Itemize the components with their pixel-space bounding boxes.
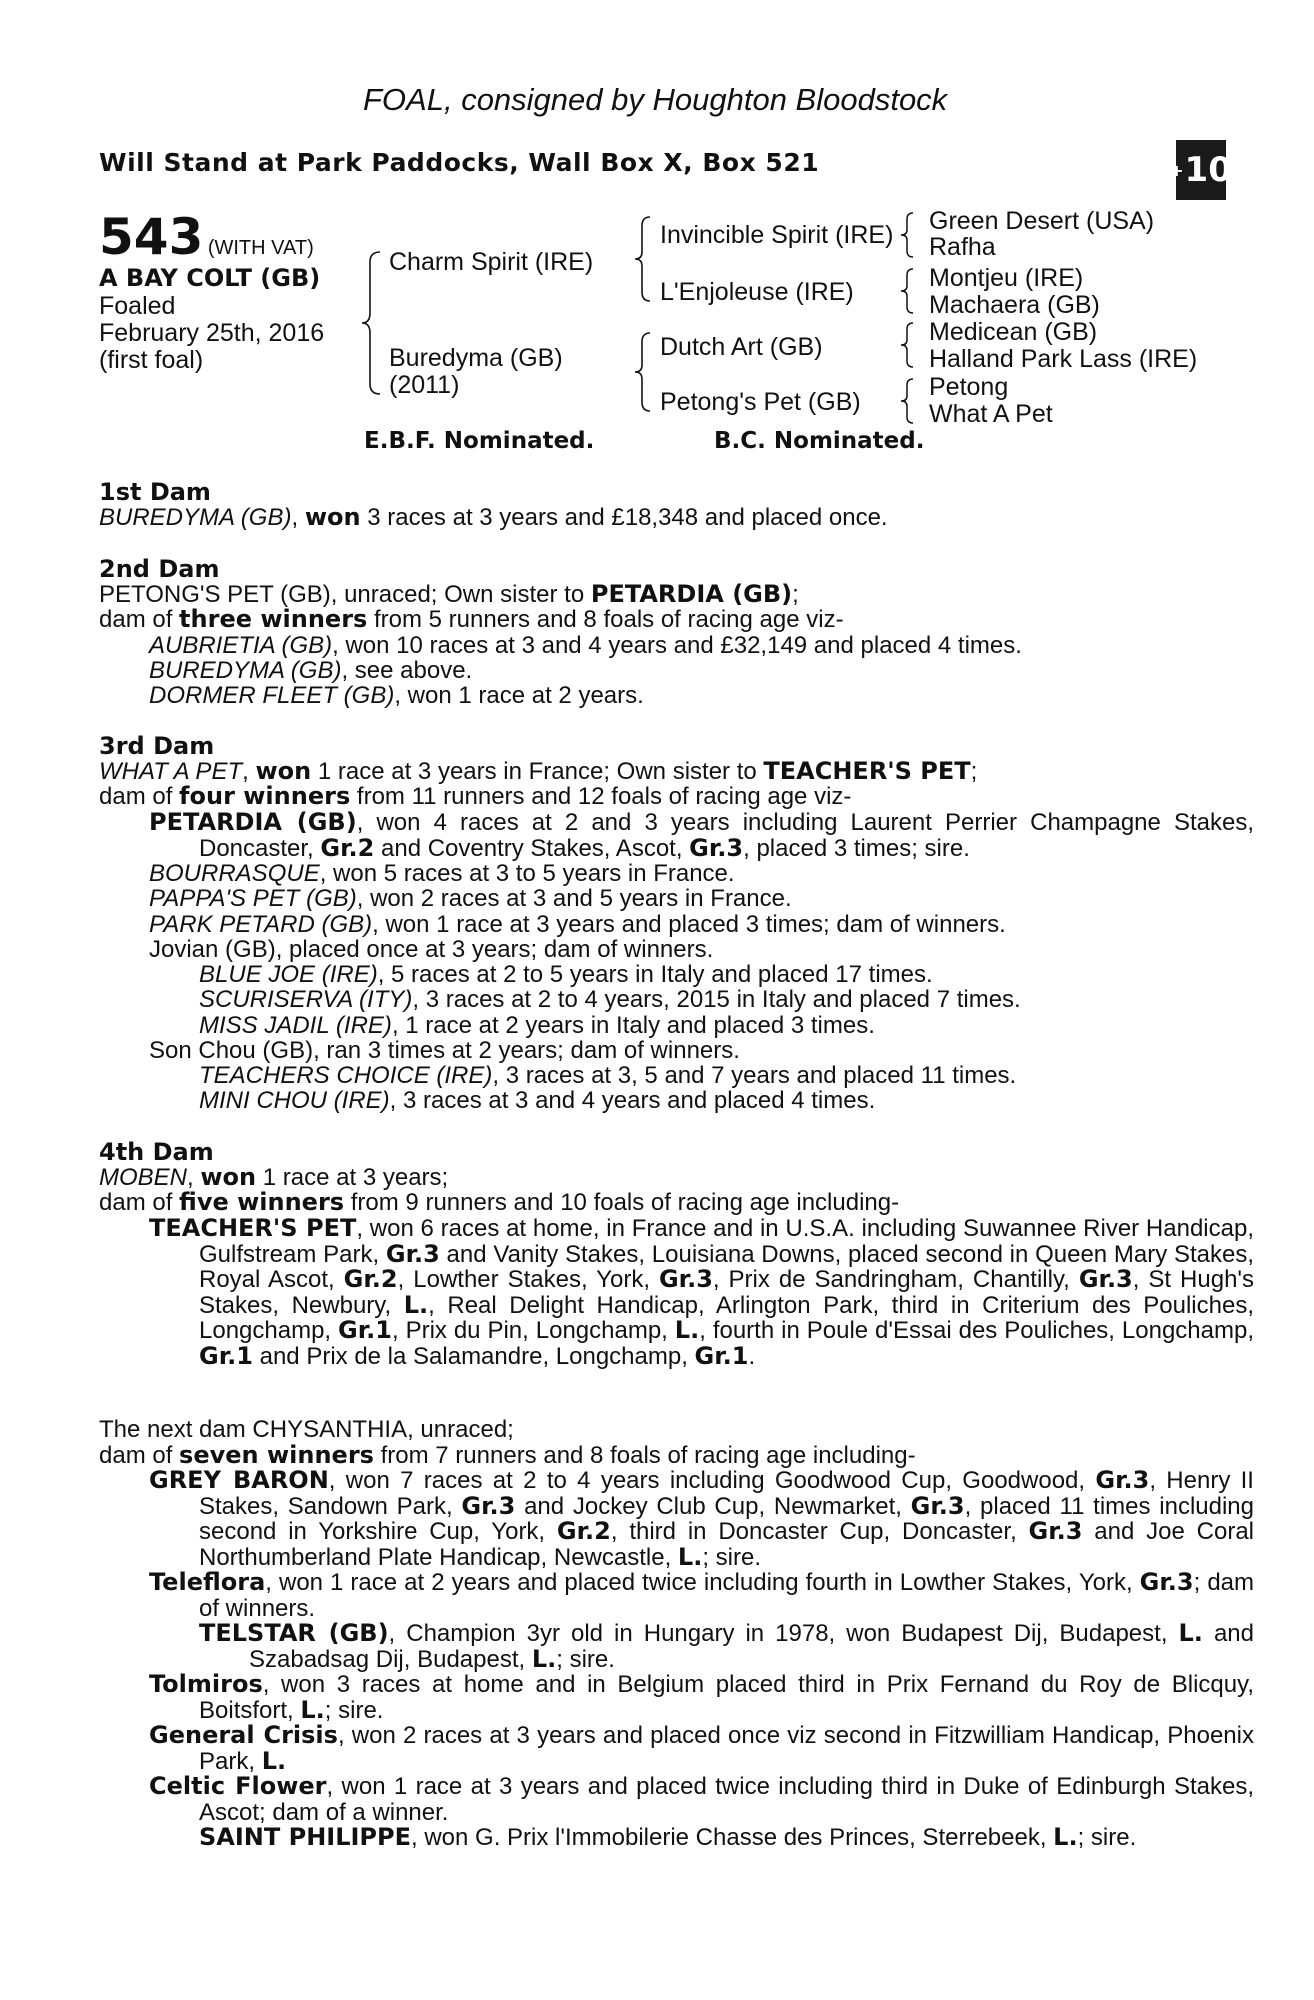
race-record: , 1 race at 2 years in Italy and placed 3 times. bbox=[391, 1012, 875, 1039]
pedigree-brace-sire bbox=[632, 214, 656, 304]
pedigree-brace-dam bbox=[632, 330, 656, 414]
sd-sire: Montjeu (IRE) bbox=[929, 264, 1084, 292]
text: from 7 runners and 8 foals of racing age including- bbox=[373, 1442, 916, 1469]
grade: L. bbox=[403, 1290, 429, 1319]
text: , third in Doncaster Cup, Doncaster, bbox=[610, 1518, 1029, 1545]
race-record: , won 2 races at 3 and 5 years in France. bbox=[356, 885, 792, 912]
text: ; sire. bbox=[556, 1645, 615, 1673]
race-record: , see above. bbox=[341, 657, 473, 684]
text: dam of bbox=[99, 1442, 180, 1469]
progeny-mini-chou bbox=[199, 1088, 875, 1114]
grade: L. bbox=[1053, 1823, 1078, 1851]
text: , Lowther Stakes, York, bbox=[397, 1266, 659, 1293]
dam-desc: PETONG'S PET (GB), unraced; Own sister to bbox=[99, 581, 591, 608]
text: , won G. Prix l'Immobilerie Chasse des Princes, Sterrebeek, bbox=[411, 1824, 1054, 1851]
horse-name: WHAT A PET bbox=[99, 758, 243, 785]
ss-sire: Green Desert (USA) bbox=[929, 207, 1155, 235]
horse-name: BOURRASQUE bbox=[149, 860, 320, 887]
won-label: won bbox=[304, 503, 361, 531]
horse-name: SAINT PHILIPPE bbox=[199, 1823, 412, 1851]
pedigree-brace-dd bbox=[898, 376, 918, 426]
race-record: 3 races at 3 years and £18,348 and placed once. bbox=[360, 504, 888, 531]
text: dam of bbox=[99, 783, 180, 810]
text: , placed 3 times; sire. bbox=[743, 834, 970, 862]
text: and Jockey Club Cup, Newmarket, bbox=[515, 1492, 911, 1520]
stand-location: Will Stand at Park Paddocks, Wall Box X, Box 521 bbox=[99, 148, 820, 177]
grade: Gr.3 bbox=[658, 1265, 713, 1293]
lot-name: A BAY COLT (GB) bbox=[99, 264, 321, 292]
horse-name: TEACHER'S PET bbox=[149, 1214, 357, 1242]
text: and Prix de la Salamandre, Longchamp, bbox=[252, 1342, 695, 1370]
punct: , bbox=[187, 1164, 201, 1191]
sd-dam: Machaera (GB) bbox=[929, 291, 1100, 319]
page-title: FOAL, consigned by Houghton Bloodstock bbox=[363, 82, 948, 117]
pedigree-brace-sd bbox=[898, 266, 918, 316]
third-dam-line2 bbox=[99, 784, 851, 810]
grade: Gr.3 bbox=[689, 833, 744, 862]
sire: Charm Spirit (IRE) bbox=[389, 248, 594, 276]
horse-name: AUBRIETIA (GB) bbox=[149, 632, 333, 659]
next-dam-line2 bbox=[99, 1443, 916, 1469]
progeny-scuriserva bbox=[199, 987, 1021, 1013]
text: , St Hugh's Stakes, Newbury, bbox=[199, 1266, 1255, 1319]
race-record: , 3 races at 3, 5 and 7 years and placed 11 times. bbox=[492, 1062, 1017, 1089]
grade: L. bbox=[531, 1644, 557, 1673]
horse-name: TEACHERS CHOICE (IRE) bbox=[199, 1062, 493, 1089]
race-record: , 5 races at 2 to 5 years in Italy and placed 17 times. bbox=[377, 961, 933, 988]
text: ; dam of winners. bbox=[199, 1569, 1255, 1622]
grade: Gr.3 bbox=[1028, 1517, 1083, 1545]
grade: L. bbox=[677, 1542, 703, 1571]
progeny-grey-baron bbox=[149, 1468, 1254, 1570]
dam-sire: Dutch Art (GB) bbox=[660, 333, 823, 361]
horse-name: SCURISERVA (ITY) bbox=[199, 986, 413, 1013]
text: 1 race at 3 years; bbox=[256, 1164, 449, 1191]
text: , won 1 race at 3 years and placed twice including third in Duke of Edinburgh Stakes, Ascot; dam of a winner. bbox=[199, 1773, 1254, 1826]
fourth-dam-line1 bbox=[99, 1165, 448, 1191]
winners-count: three winners bbox=[179, 605, 368, 633]
progeny-buredyma bbox=[149, 658, 472, 684]
first-dam-heading: 1st Dam bbox=[99, 478, 211, 506]
text: dam of bbox=[99, 606, 180, 633]
sister-name: PETARDIA (GB) bbox=[590, 580, 793, 608]
text: and Szabadsag Dij, Budapest, bbox=[249, 1620, 1254, 1673]
progeny-saint-philippe bbox=[199, 1825, 1136, 1851]
text: from 11 runners and 12 foals of racing age viz- bbox=[350, 783, 852, 810]
progeny-tolmiros bbox=[149, 1672, 1254, 1723]
dam-name: Buredyma (GB) bbox=[389, 344, 563, 372]
text: from 5 runners and 8 foals of racing age viz- bbox=[367, 606, 844, 633]
won-label: won bbox=[255, 757, 312, 785]
grade: L. bbox=[1178, 1619, 1203, 1647]
dd-dam: What A Pet bbox=[929, 400, 1053, 428]
grade: L. bbox=[674, 1316, 700, 1344]
ss-dam: Rafha bbox=[929, 233, 996, 261]
ds-sire: Medicean (GB) bbox=[929, 318, 1098, 346]
progeny-miss-jadil bbox=[199, 1013, 875, 1039]
race-record: , won 5 races at 3 to 5 years in France. bbox=[319, 860, 735, 887]
progeny-blue-joe bbox=[199, 962, 933, 988]
foaled-date: February 25th, 2016 bbox=[99, 319, 325, 347]
lot-number-row bbox=[99, 208, 314, 266]
progeny-petardia bbox=[149, 810, 1254, 861]
third-dam-heading: 3rd Dam bbox=[99, 732, 215, 760]
progeny-pappas-pet bbox=[149, 886, 792, 912]
horse-name: BLUE JOE (IRE) bbox=[199, 961, 378, 988]
horse-name: MINI CHOU (IRE) bbox=[199, 1087, 390, 1114]
winners-count: five winners bbox=[179, 1188, 345, 1216]
horse-name: General Crisis bbox=[149, 1721, 338, 1749]
winners-count: four winners bbox=[179, 782, 351, 810]
horse-name: MOBEN bbox=[99, 1164, 188, 1191]
text: dam of bbox=[99, 1189, 180, 1216]
second-dam-heading: 2nd Dam bbox=[99, 555, 220, 583]
third-dam-line1 bbox=[99, 759, 977, 785]
dd-sire: Petong bbox=[929, 373, 1009, 401]
text: 1 race at 3 years in France; Own sister to bbox=[311, 758, 764, 785]
text: ; sire. bbox=[1077, 1824, 1137, 1851]
horse-name: BUREDYMA (GB) bbox=[99, 504, 292, 531]
race-record: , won 1 race at 3 years and placed 3 times; dam of winners. bbox=[372, 911, 1006, 938]
badge-number: 10 bbox=[1184, 150, 1232, 190]
text: from 9 runners and 10 foals of racing age including- bbox=[344, 1189, 900, 1216]
dam-dam: Petong's Pet (GB) bbox=[660, 388, 861, 416]
text: , won 2 races at 3 years and placed once viz second in Fitzwilliam Handicap, Phoenix Park, bbox=[199, 1722, 1254, 1775]
vat-note: (WITH VAT) bbox=[207, 237, 314, 259]
text: . bbox=[748, 1342, 756, 1370]
horse-name: PARK PETARD (GB) bbox=[149, 911, 373, 938]
dam-year: (2011) bbox=[389, 371, 460, 399]
horse-name: BUREDYMA (GB) bbox=[149, 657, 342, 684]
fourth-dam-line2 bbox=[99, 1190, 899, 1216]
grade: Gr.3 bbox=[910, 1491, 965, 1520]
progeny-teleflora bbox=[149, 1570, 1254, 1621]
bc-nominated: B.C. Nominated. bbox=[714, 428, 925, 454]
grade: Gr.2 bbox=[343, 1265, 398, 1293]
sister-name: TEACHER'S PET bbox=[763, 757, 971, 785]
grade: Gr.3 bbox=[385, 1239, 440, 1268]
text: , placed 11 times including second in Yorkshire Cup, York, bbox=[199, 1492, 1254, 1545]
ebf-nominated: E.B.F. Nominated. bbox=[364, 428, 595, 454]
text: , fourth in Poule d'Essai des Pouliches, Longchamp, bbox=[699, 1317, 1255, 1344]
text: , won 1 race at 2 years and placed twice including fourth in Lowther Stakes, York, bbox=[265, 1569, 1140, 1596]
text: and Coventry Stakes, Ascot, bbox=[374, 834, 690, 862]
pedigree-brace-ds bbox=[898, 320, 918, 370]
text: and Vanity Stakes, Louisiana Downs, placed second in Queen Mary Stakes, Royal Ascot, bbox=[199, 1240, 1254, 1293]
second-dam-line1 bbox=[99, 582, 799, 608]
grade: Gr.1 bbox=[694, 1341, 749, 1370]
ds-dam: Halland Park Lass (IRE) bbox=[929, 345, 1198, 373]
plus-icon: + bbox=[1170, 160, 1184, 180]
horse-name: PETARDIA (GB) bbox=[149, 808, 357, 836]
horse-name: DORMER FLEET (GB) bbox=[149, 682, 395, 709]
progeny-dormer-fleet bbox=[149, 683, 644, 709]
won-label: won bbox=[200, 1163, 257, 1191]
fourth-dam-heading: 4th Dam bbox=[99, 1138, 214, 1166]
progeny-bourrasque bbox=[149, 861, 735, 887]
text: , won 6 races at home, in France and in U.S.A. including Suwannee River Handicap, Gulfstream Park, bbox=[199, 1215, 1254, 1268]
punct: ; bbox=[792, 581, 799, 608]
sire-sire: Invincible Spirit (IRE) bbox=[660, 221, 894, 249]
text: , won 7 races at 2 to 4 years including Goodwood Cup, Goodwood, bbox=[328, 1467, 1096, 1494]
text: , won 3 races at home and in Belgium placed third in Prix Fernand du Roy de Blicquy, Boitsfort, bbox=[199, 1671, 1254, 1724]
horse-name: Celtic Flower bbox=[149, 1772, 327, 1800]
text: , won 4 races at 2 and 3 years including Laurent Perrier Champagne Stakes, Doncaster, bbox=[199, 809, 1254, 862]
grade: Gr.3 bbox=[1078, 1265, 1133, 1293]
grade: Gr.1 bbox=[199, 1341, 253, 1370]
next-dam-line1: The next dam CHYSANTHIA, unraced; bbox=[99, 1416, 514, 1443]
grade: L. bbox=[300, 1695, 325, 1724]
punct: ; bbox=[970, 758, 978, 785]
pedigree-brace-main bbox=[360, 248, 386, 398]
progeny-park-petard bbox=[149, 912, 1006, 938]
grade: Gr.1 bbox=[338, 1316, 392, 1344]
progeny-aubrietia bbox=[149, 633, 1022, 659]
race-record: , won 1 race at 2 years. bbox=[394, 682, 644, 709]
grade: Gr.3 bbox=[461, 1491, 516, 1520]
text: , Real Delight Handicap, Arlington Park, third in Criterium des Pouliches, Longchamp, bbox=[199, 1291, 1254, 1344]
text: , Champion 3yr old in Hungary in 1978, won Budapest Dij, Budapest, bbox=[388, 1620, 1179, 1647]
horse-name: MISS JADIL (IRE) bbox=[199, 1012, 392, 1039]
horse-name: Teleflora bbox=[149, 1568, 266, 1596]
horse-name: GREY BARON bbox=[149, 1466, 329, 1494]
text: ; sire. bbox=[324, 1696, 384, 1724]
horse-name: PAPPA'S PET (GB) bbox=[149, 885, 357, 912]
progeny-telstar bbox=[199, 1621, 1254, 1672]
sire-dam: L'Enjoleuse (IRE) bbox=[660, 278, 854, 306]
text: ; sire. bbox=[702, 1543, 762, 1571]
winners-count: seven winners bbox=[179, 1441, 374, 1469]
grade: L. bbox=[261, 1746, 287, 1775]
punct: , bbox=[242, 758, 256, 785]
first-dam-line: BUREDYMA (GB), won 3 races at 3 years and £18,348 and placed once. bbox=[99, 503, 888, 531]
text: and Joe Coral Northumberland Plate Handicap, Newcastle, bbox=[199, 1518, 1254, 1571]
progeny-jovian: Jovian (GB), placed once at 3 years; dam of winners. bbox=[149, 936, 714, 963]
text: , Henry II Stakes, Sandown Park, bbox=[199, 1467, 1254, 1520]
race-record: , 3 races at 2 to 4 years, 2015 in Italy and placed 7 times. bbox=[412, 986, 1021, 1013]
second-dam-line2 bbox=[99, 607, 844, 633]
progeny-son-chou: Son Chou (GB), ran 3 times at 2 years; dam of winners. bbox=[149, 1037, 740, 1064]
first-foal-note: (first foal) bbox=[99, 346, 204, 374]
text: , Prix de Sandringham, Chantilly, bbox=[712, 1266, 1079, 1293]
horse-name: TELSTAR (GB) bbox=[199, 1619, 389, 1647]
catalogue-badge bbox=[1170, 140, 1232, 200]
race-record: , 3 races at 3 and 4 years and placed 4 times. bbox=[389, 1087, 876, 1114]
grade: Gr.3 bbox=[1095, 1466, 1150, 1494]
pedigree-brace-ss bbox=[898, 210, 918, 260]
progeny-teachers-pet bbox=[149, 1216, 1254, 1369]
progeny-teachers-choice bbox=[199, 1063, 1016, 1089]
grade: Gr.2 bbox=[320, 833, 375, 862]
progeny-general-crisis bbox=[149, 1723, 1254, 1774]
horse-name: Tolmiros bbox=[149, 1670, 263, 1698]
grade: Gr.2 bbox=[556, 1517, 611, 1545]
text: , Prix du Pin, Longchamp, bbox=[391, 1317, 675, 1344]
race-record: , won 10 races at 3 and 4 years and £32,149 and placed 4 times. bbox=[332, 632, 1022, 659]
progeny-celtic-flower bbox=[149, 1774, 1254, 1825]
lot-number: 543 bbox=[99, 208, 204, 266]
grade: Gr.3 bbox=[1139, 1568, 1194, 1596]
foaled-label: Foaled bbox=[99, 292, 176, 320]
